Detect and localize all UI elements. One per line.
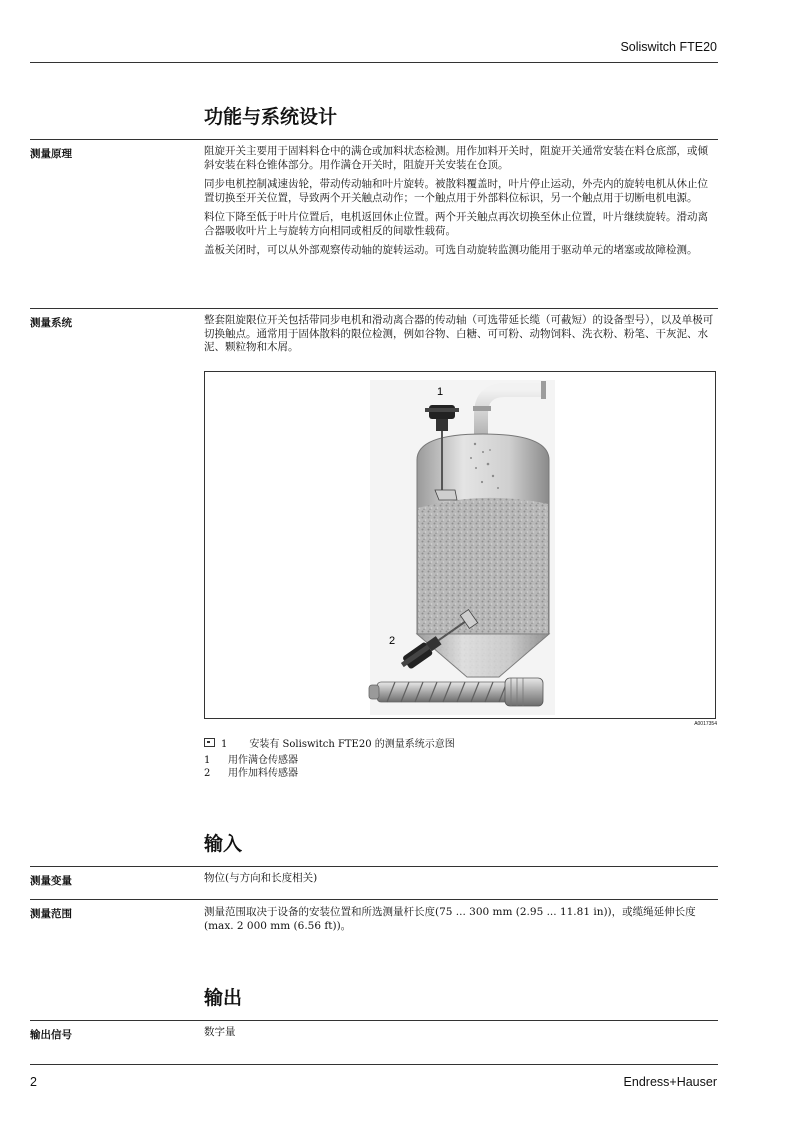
- callout-2: 2: [389, 635, 396, 647]
- label-measuring-principle: 测量原理: [30, 148, 72, 160]
- section-title-output: 输出: [204, 987, 243, 1009]
- system-para: 整套阻旋限位开关包括带同步电机和滑动离合器的传动轴（可选带延长缆（可截短）的设备型号），以及单极可切换触点。通常用于固体散料的限位检测，例如谷物、白糖、可可粉、动物饲料、洗衣粉、粉笔、干灰泥、水泥、颗粒物和木屑。: [204, 314, 714, 353]
- label-measuring-system: 测量系统: [30, 317, 72, 329]
- principle-para-4: 盖板关闭时，可以从外部观察传动轴的旋转运动。可选自动旋转监测功能用于驱动单元的堵塞或故障检测。: [204, 244, 698, 256]
- footer-brand: Endress+Hauser: [623, 1075, 717, 1089]
- header-product-name: Soliswitch FTE20: [620, 40, 717, 54]
- silo-illustration: [205, 372, 717, 720]
- row-rule: [30, 308, 718, 309]
- legend-item: 2 用作加料传感器: [204, 768, 298, 779]
- principle-para-1: 阻旋开关主要用于固料料仓中的满仓或加料状态检测。用作加料开关时，阻旋开关通常安装在料仓底部，或倾斜安装在料仓锥体部分。用作满仓开关时，阻旋开关安装在仓顶。: [204, 145, 708, 171]
- section-title-function: 功能与系统设计: [204, 106, 338, 128]
- figure-number: 1: [221, 739, 228, 750]
- measuring-range-text: 测量范围取决于设备的安装位置和所选测量杆长度(75 ... 300 mm (2.95 ... 11.81 in))，或缆绳延伸长度(max. 2 000 mm (6.56 ft))。: [204, 906, 696, 932]
- label-measuring-range: 测量范围: [30, 908, 72, 920]
- footer-rule: [30, 1064, 718, 1065]
- callout-1: 1: [437, 386, 444, 398]
- section-title-input: 输入: [204, 833, 243, 855]
- output-signal-text: 数字量: [204, 1026, 236, 1038]
- figure-legend: [204, 754, 298, 780]
- header-rule: [30, 62, 718, 63]
- section-rule: [30, 1020, 718, 1021]
- figure-caption: [204, 735, 455, 750]
- measuring-principle-text: [204, 145, 716, 264]
- principle-para-2: 同步电机控制减速齿轮，带动传动轴和叶片旋转。被散料覆盖时，叶片停止运动，外壳内的旋转电机从休止位置切换至开关位置，导致两个开关触点动作；一个触点用于外部料位标识，另一个触点用于切断电机电源。: [204, 178, 708, 204]
- label-measured-variable: 测量变量: [30, 875, 72, 887]
- figure-caption-text: 安装有 Soliswitch FTE20 的测量系统示意图: [249, 739, 455, 750]
- section-rule: [30, 866, 718, 867]
- section-rule: [30, 139, 718, 140]
- measured-variable-text: 物位(与方向和长度相关): [204, 872, 318, 884]
- measuring-system-figure: [204, 371, 716, 719]
- label-output-signal: 输出信号: [30, 1029, 72, 1041]
- legend-item: 1 用作满仓传感器: [204, 755, 298, 766]
- page-number: 2: [30, 1075, 37, 1089]
- principle-para-3: 料位下降至低于叶片位置后，电机返回休止位置。两个开关触点再次切换至休止位置，叶片继续旋转。滑动离合器吸收叶片上与旋转方向相同或相反的间歇性载荷。: [204, 211, 708, 237]
- measuring-system-text: [204, 314, 716, 361]
- row-rule: [30, 899, 718, 900]
- figure-icon: [204, 738, 215, 747]
- figure-id: A0017354: [694, 721, 717, 727]
